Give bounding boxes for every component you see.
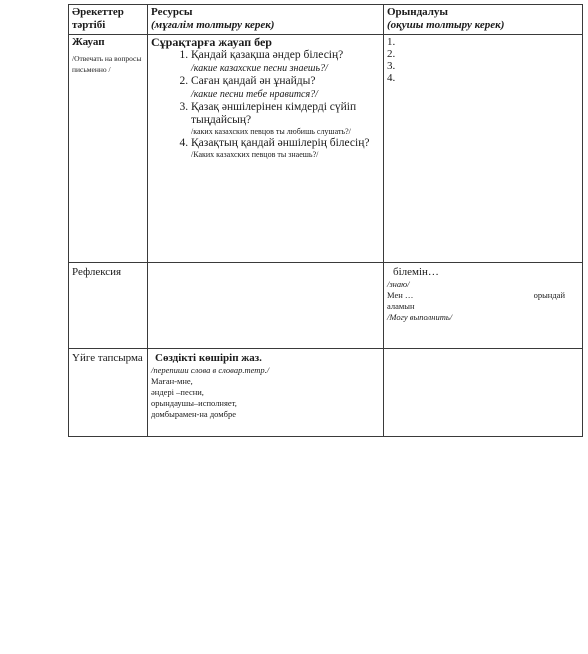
reflection-execution xyxy=(384,263,583,349)
homework-execution xyxy=(384,349,583,437)
homework-task-ru: /перепиши слова в словар.тетр./ xyxy=(151,365,270,375)
question-item xyxy=(191,75,380,101)
reflection-can-suffix: орындай xyxy=(533,290,565,300)
reflection-can-end: аламын xyxy=(387,301,415,311)
answer-stage-title: Жауап xyxy=(72,36,105,48)
homework-word: домбырамен-на домбре xyxy=(151,409,236,419)
header-resources xyxy=(148,5,384,35)
question-ru: /какие песни тебе нравится?/ xyxy=(191,89,318,100)
reflection-can-ru: /Могу выполнить/ xyxy=(387,312,453,322)
answer-stage-note: /Отвечать на вопросы письменно / xyxy=(72,54,142,74)
reflection-resources xyxy=(148,263,384,349)
question-item xyxy=(191,49,380,75)
header-stage: Әрекеттер тәртібі xyxy=(69,5,148,35)
header-row xyxy=(69,5,583,35)
question-kz: 3. Қазақ әншілерінен кімдерді сүйіп тыңдайсың? xyxy=(191,101,357,126)
question-item xyxy=(191,101,380,137)
homework-word: Маған-мне, xyxy=(151,376,193,386)
answer-number: 3. xyxy=(387,60,396,72)
question-ru: /какие казахские песни знаешь?/ xyxy=(191,63,328,74)
answer-row xyxy=(69,35,583,263)
questions-title: Сұрақтарға жауап бер xyxy=(151,35,272,49)
homework-cell xyxy=(148,349,384,437)
homework-word: орындаушы–исполняет, xyxy=(151,398,237,408)
header-execution xyxy=(384,5,583,35)
homework-stage: Үйге тапсырма xyxy=(69,349,148,437)
homework-row xyxy=(69,349,583,437)
homework-title: Сөздікті көшіріп жаз. xyxy=(155,352,262,364)
questions-cell xyxy=(148,35,384,263)
reflection-stage: Рефлексия xyxy=(69,263,148,349)
reflection-can-line xyxy=(387,290,579,301)
question-ru: /Каких казахских певцов ты знаешь?/ xyxy=(191,150,319,159)
answer-number: 1. xyxy=(387,36,396,48)
question-ru: /каких казахских певцов ты любишь слушать?/ xyxy=(191,127,351,136)
answer-stage-cell xyxy=(69,35,148,263)
homework-word: әндері –песни, xyxy=(151,387,204,397)
header-execution-title: Орындалуы xyxy=(387,6,449,18)
answers-cell xyxy=(384,35,583,263)
header-resources-sub: (мұғалім толтыру керек) xyxy=(151,19,275,31)
lesson-table xyxy=(68,4,583,437)
header-resources-title: Ресурсы xyxy=(151,6,193,18)
question-kz: 1. Қандай қазақша әндер білесің? xyxy=(191,49,344,61)
questions-list xyxy=(151,49,380,160)
reflection-know: білемін… xyxy=(393,266,439,278)
question-item xyxy=(191,137,380,160)
answers-list xyxy=(387,36,579,84)
question-kz: 4. Қазақтың қандай әншілерің білесің? xyxy=(191,137,370,149)
answer-number: 2. xyxy=(387,48,396,60)
reflection-can-prefix: Мен … xyxy=(387,290,414,300)
question-kz: 2. Саған қандай ән ұнайды? xyxy=(191,75,316,87)
answer-number: 4. xyxy=(387,72,396,84)
reflection-row xyxy=(69,263,583,349)
header-execution-sub: (оқушы толтыру керек) xyxy=(387,19,505,31)
reflection-know-ru: /знаю/ xyxy=(387,279,410,289)
